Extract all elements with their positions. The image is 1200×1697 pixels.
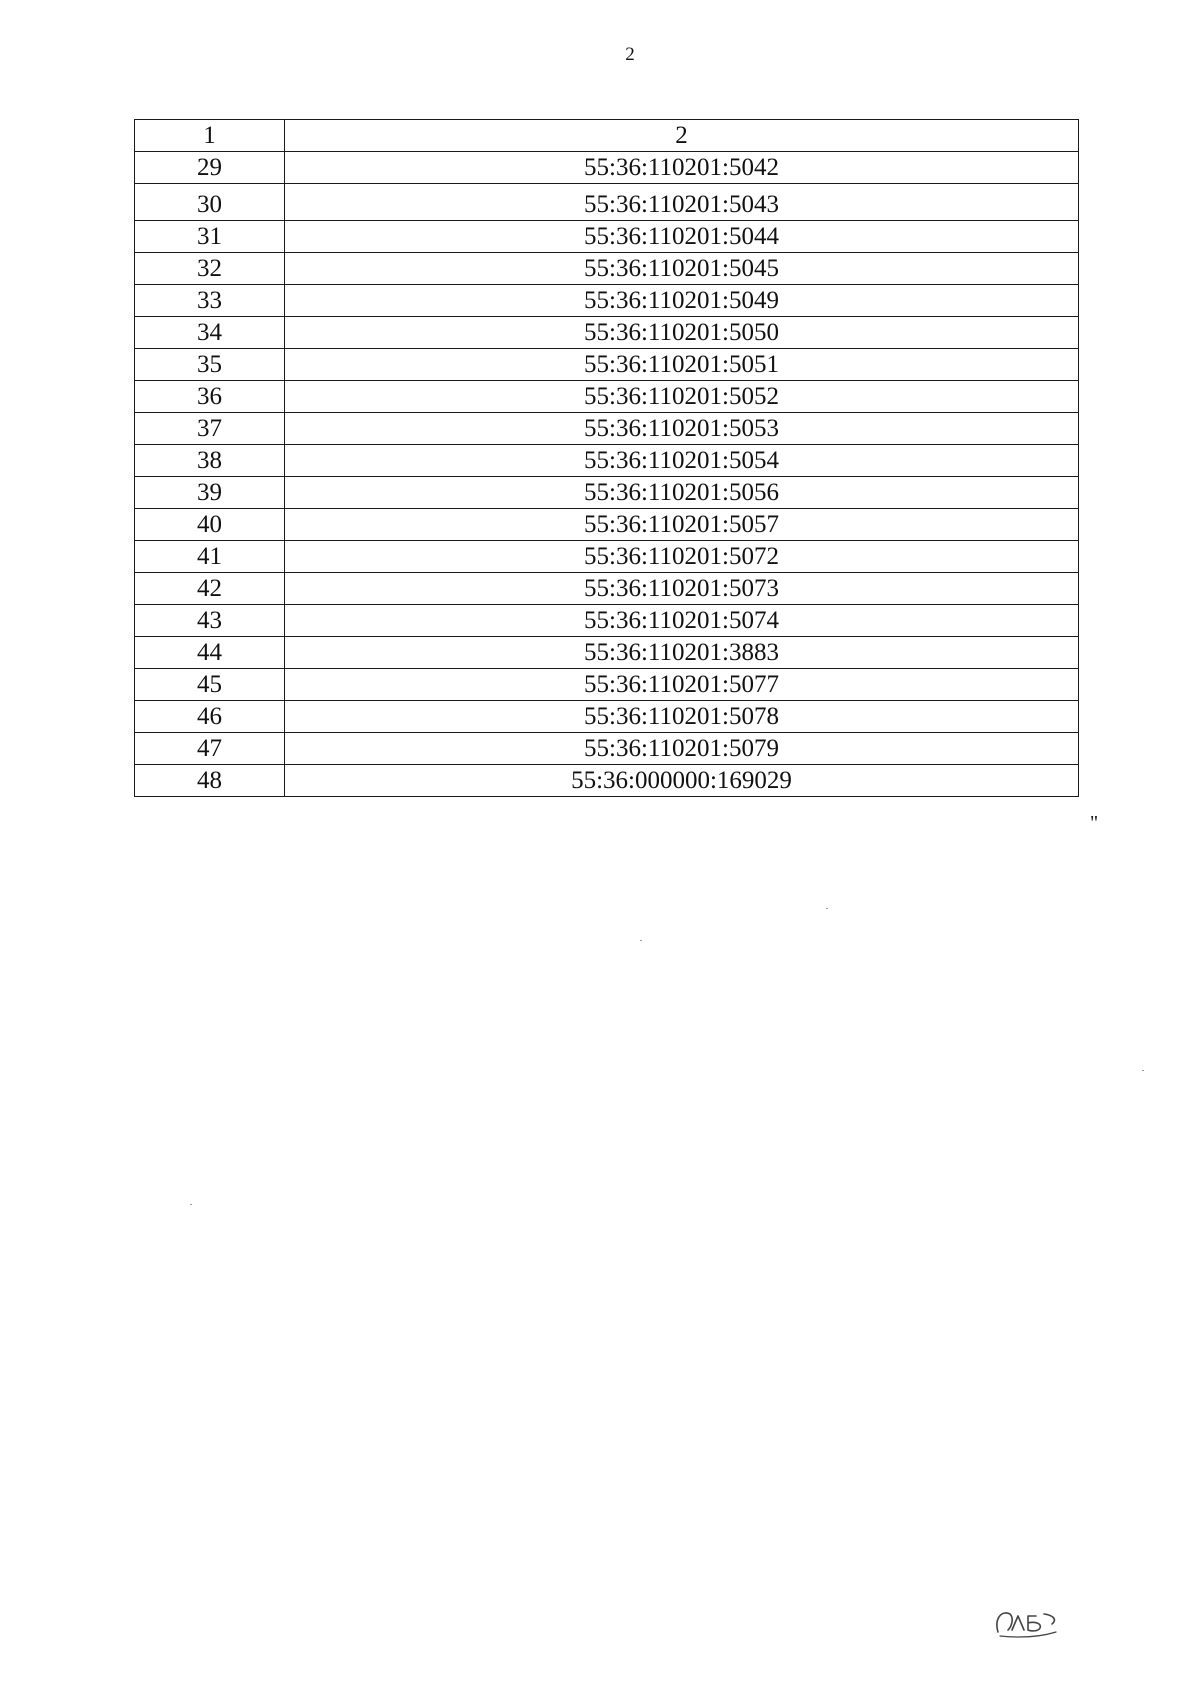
row-number: 47	[135, 733, 285, 765]
table-row	[135, 637, 1079, 669]
cadastral-number: 55:36:110201:5053	[285, 413, 1079, 445]
row-number: 38	[135, 445, 285, 477]
table-row	[135, 152, 1079, 184]
cadastral-number: 55:36:110201:5074	[285, 605, 1079, 637]
row-number: 44	[135, 637, 285, 669]
row-number: 46	[135, 701, 285, 733]
table-row	[135, 477, 1079, 509]
table-row	[135, 445, 1079, 477]
cadastral-number: 55:36:110201:5054	[285, 445, 1079, 477]
table-row	[135, 541, 1079, 573]
table-row	[135, 184, 1079, 221]
row-number: 34	[135, 317, 285, 349]
handwritten-initials-mark	[990, 1604, 1070, 1640]
table-row	[135, 253, 1079, 285]
row-number: 32	[135, 253, 285, 285]
row-number: 43	[135, 605, 285, 637]
cadastral-number: 55:36:110201:5044	[285, 221, 1079, 253]
cadastral-number: 55:36:110201:5056	[285, 477, 1079, 509]
table-row	[135, 317, 1079, 349]
row-number: 42	[135, 573, 285, 605]
cadastral-number: 55:36:110201:5042	[285, 152, 1079, 184]
scan-speck	[826, 908, 828, 909]
row-number: 31	[135, 221, 285, 253]
table-row	[135, 573, 1079, 605]
row-number: 37	[135, 413, 285, 445]
cadastral-number: 55:36:110201:5078	[285, 701, 1079, 733]
table-row	[135, 509, 1079, 541]
row-number: 35	[135, 349, 285, 381]
cadastral-number: 55:36:110201:5052	[285, 381, 1079, 413]
cadastral-number: 55:36:110201:5057	[285, 509, 1079, 541]
cadastral-number: 55:36:110201:5050	[285, 317, 1079, 349]
row-number: 40	[135, 509, 285, 541]
page-number: 2	[625, 44, 635, 65]
header-column-code: 2	[285, 120, 1079, 152]
row-number: 48	[135, 765, 285, 797]
table-header-row	[135, 120, 1079, 152]
cadastral-number: 55:36:110201:5077	[285, 669, 1079, 701]
row-number: 33	[135, 285, 285, 317]
table-row	[135, 285, 1079, 317]
table-row	[135, 765, 1079, 797]
row-number: 39	[135, 477, 285, 509]
table-row	[135, 413, 1079, 445]
table-row	[135, 701, 1079, 733]
row-number: 41	[135, 541, 285, 573]
cadastral-number: 55:36:110201:5049	[285, 285, 1079, 317]
cadastral-number: 55:36:110201:5043	[285, 184, 1079, 221]
row-number: 45	[135, 669, 285, 701]
cadastral-number: 55:36:110201:5045	[285, 253, 1079, 285]
cadastral-number: 55:36:110201:5079	[285, 733, 1079, 765]
cadastral-number: 55:36:110201:3883	[285, 637, 1079, 669]
scan-speck	[1142, 1070, 1144, 1071]
cadastral-number: 55:36:110201:5072	[285, 541, 1079, 573]
row-number: 30	[135, 184, 285, 221]
scan-speck	[190, 1204, 192, 1205]
table-row	[135, 733, 1079, 765]
cadastral-number-table	[134, 119, 1079, 797]
table-row	[135, 605, 1079, 637]
cadastral-number: 55:36:110201:5051	[285, 349, 1079, 381]
row-number: 29	[135, 152, 285, 184]
cadastral-number: 55:36:110201:5073	[285, 573, 1079, 605]
table-row	[135, 381, 1079, 413]
table-row	[135, 221, 1079, 253]
row-number: 36	[135, 381, 285, 413]
scan-speck	[640, 940, 642, 941]
table-row	[135, 669, 1079, 701]
closing-quote-mark: "	[1090, 812, 1099, 834]
table-row	[135, 349, 1079, 381]
cadastral-number: 55:36:000000:169029	[285, 765, 1079, 797]
header-column-number: 1	[135, 120, 285, 152]
